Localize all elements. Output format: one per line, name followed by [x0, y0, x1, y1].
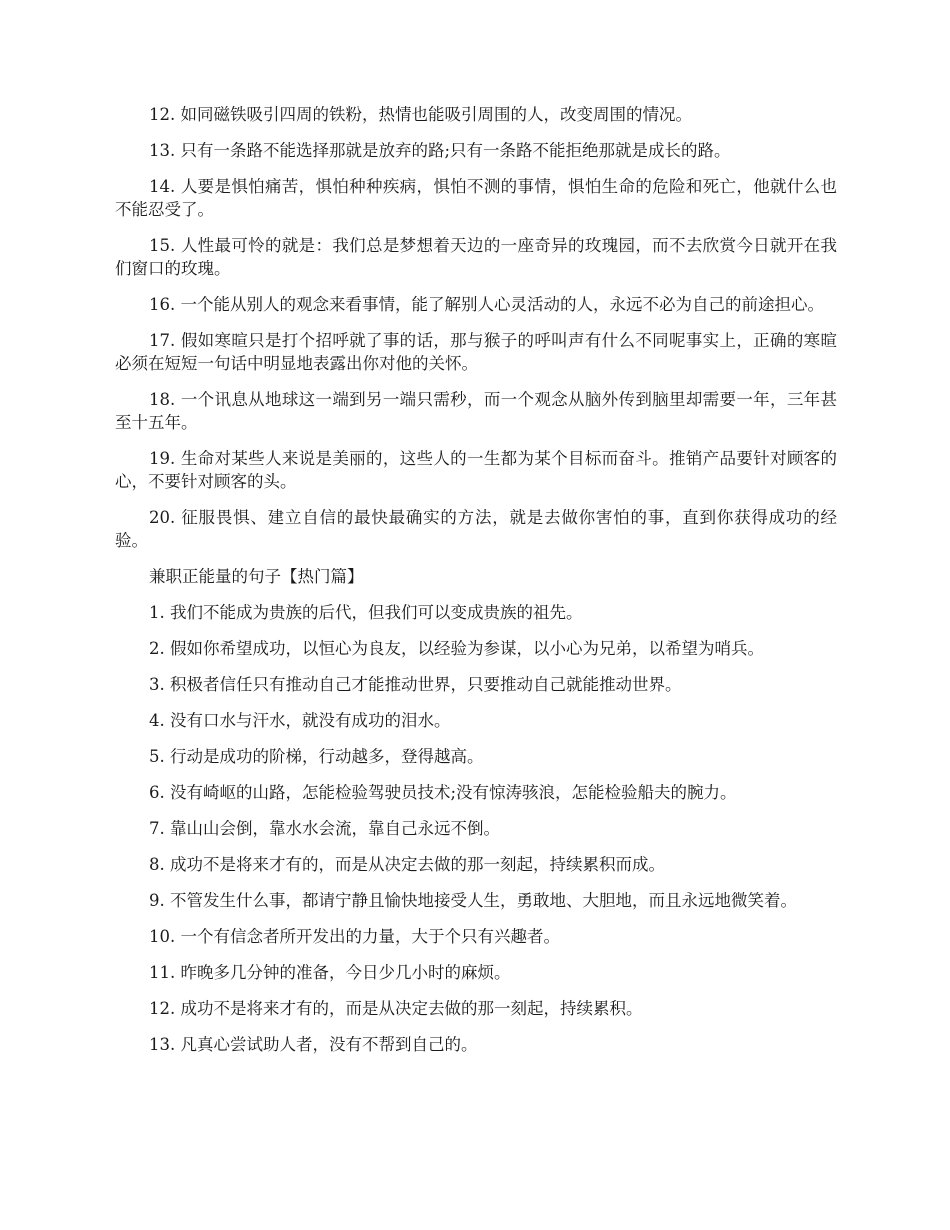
quote-paragraph: 10. 一个有信念者所开发出的力量，大于个只有兴趣者。: [149, 927, 560, 946]
quote-paragraph: 8. 成功不是将来才有的，而是从决定去做的那一刻起，持续累积而成。: [149, 855, 665, 874]
document-body: [115, 103, 837, 1069]
quote-paragraph: 18. 一个讯息从地球这一端到另一端只需秒，而一个观念从脑外传到脑里却需要一年，三年甚至十五年。: [115, 390, 837, 432]
quote-paragraph: 1. 我们不能成为贵族的后代，但我们可以变成贵族的祖先。: [149, 603, 583, 622]
quote-paragraph: 19. 生命对某些人来说是美丽的，这些人的一生都为某个目标而奋斗。推销产品要针对顾客的心，不要针对顾客的头。: [115, 449, 837, 491]
quote-paragraph: 5. 行动是成功的阶梯，行动越多，登得越高。: [149, 747, 484, 766]
quote-paragraph: 13. 凡真心尝试助人者，没有不帮到自己的。: [149, 1035, 478, 1054]
quote-paragraph: 11. 昨晚多几分钟的准备，今日少几小时的麻烦。: [149, 963, 511, 982]
section-heading: 兼职正能量的句子【热门篇】: [149, 567, 364, 586]
quote-paragraph: 15. 人性最可怜的就是：我们总是梦想着天边的一座奇异的玫瑰园，而不去欣赏今日就开在我们窗口的玫瑰。: [115, 236, 837, 278]
quote-paragraph: 9. 不管发生什么事，都请宁静且愉快地接受人生，勇敢地、大胆地，而且永远地微笑着。: [149, 891, 797, 910]
quote-paragraph: 6. 没有崎岖的山路，怎能检验驾驶员技术;没有惊涛骇浪，怎能检验船夫的腕力。: [149, 783, 737, 802]
quote-paragraph: 17. 假如寒暄只是打个招呼就了事的话，那与猴子的呼叫声有什么不同呢事实上，正确的寒暄必须在短短一句话中明显地表露出你对他的关怀。: [115, 331, 837, 373]
quote-paragraph: 16. 一个能从别人的观念来看事情，能了解别人心灵活动的人，永远不必为自己的前途担心。: [149, 295, 824, 314]
quote-paragraph: 14. 人要是惧怕痛苦，惧怕种种疾病，惧怕不测的事情，惧怕生命的危险和死亡，他就什么也不能忍受了。: [115, 177, 837, 219]
quote-paragraph: 7. 靠山山会倒，靠水水会流，靠自己永远不倒。: [149, 819, 500, 838]
quote-paragraph: 12. 成功不是将来才有的，而是从决定去做的那一刻起，持续累积。: [149, 999, 643, 1018]
quote-paragraph: 20. 征服畏惧、建立自信的最快最确实的方法，就是去做你害怕的事，直到你获得成功的经验。: [115, 508, 837, 550]
quote-paragraph: 3. 积极者信任只有推动自己才能推动世界，只要推动自己就能推动世界。: [149, 675, 682, 694]
quote-paragraph: 13. 只有一条路不能选择那就是放弃的路;只有一条路不能拒绝那就是成长的路。: [149, 141, 731, 160]
quote-paragraph: 12. 如同磁铁吸引四周的铁粉，热情也能吸引周围的人，改变周围的情况。: [149, 105, 692, 124]
quote-paragraph: 2. 假如你希望成功，以恒心为良友，以经验为参谋，以小心为兄弟，以希望为哨兵。: [149, 639, 764, 658]
quote-paragraph: 4. 没有口水与汗水，就没有成功的泪水。: [149, 711, 451, 730]
